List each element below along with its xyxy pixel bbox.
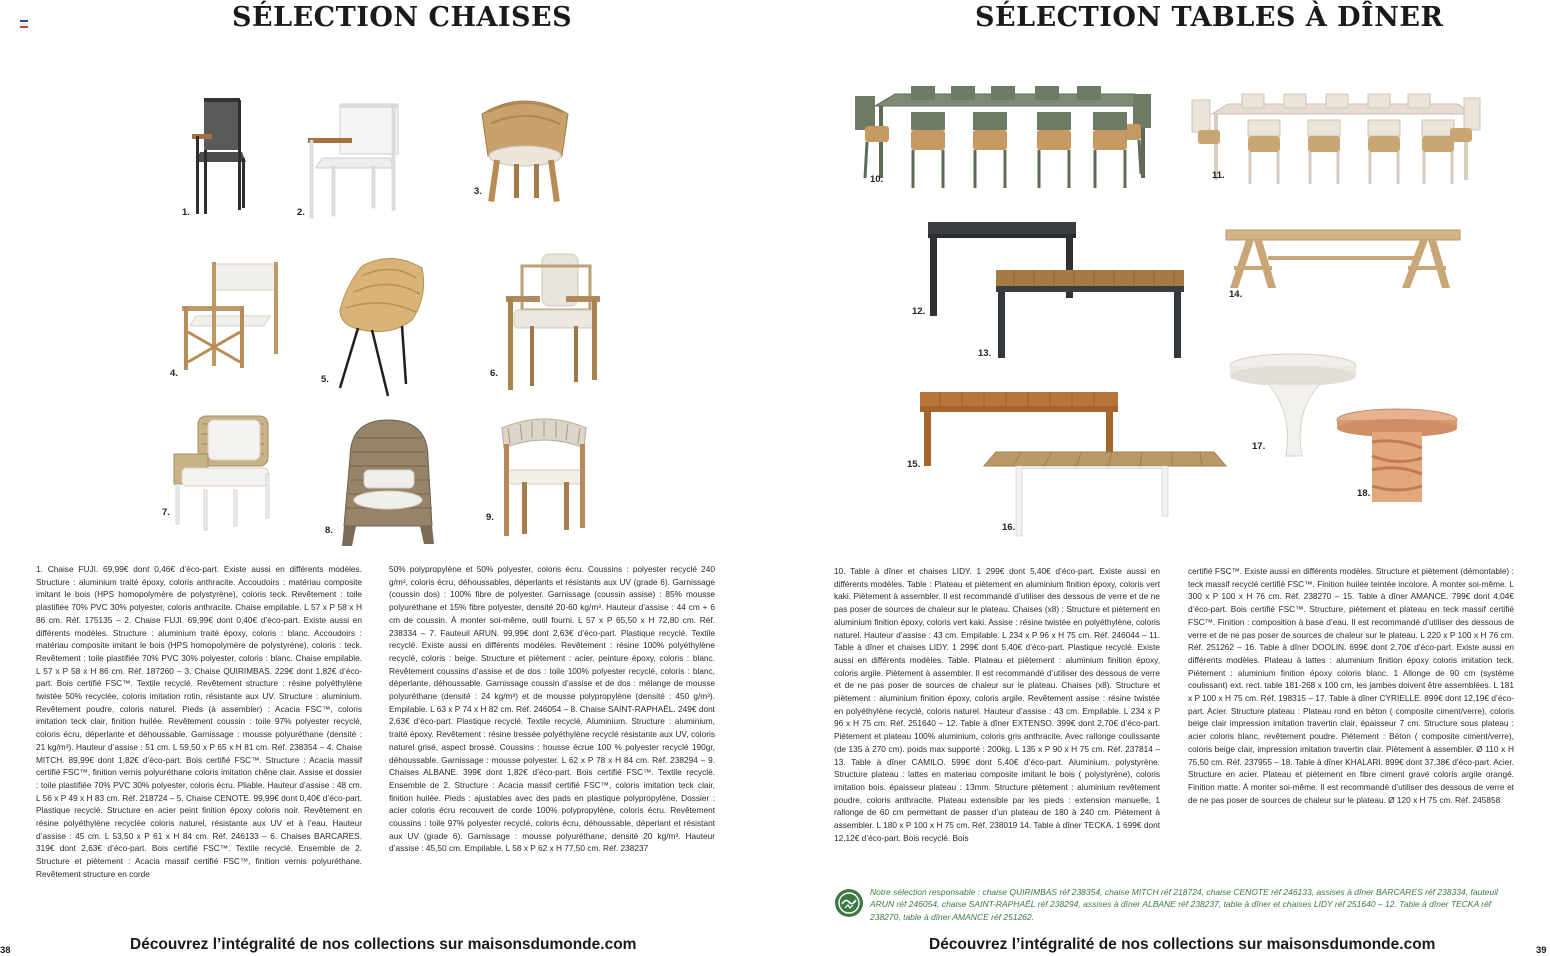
chair-saint-raphael-image	[336, 418, 440, 548]
figure-label-17: 17.	[1252, 441, 1266, 452]
eco-responsible-text: Notre sélection responsable : chaise QUIRIMBAS réf 238354, chaise MITCH réf 218724, chaise CENOTE réf 246133, assises à dîner BARCARES réf 238334, fauteuil ARUN réf 246054, chaise SAINT-RAPHAËL réf 238294, assises à dîner ALBANE réf 238237, table à dîner et chaises LIDY réf 251640 – 12. Table à dîner TECKA réf 238270, table à dîner AMANCE réf 251262.	[870, 887, 1498, 922]
figure-label-8: 8.	[325, 525, 333, 536]
armchair-arun-image	[172, 414, 274, 532]
tables-description-text-2: certifié FSC™. Existe aussi en différents modèles. Structure et piètement (démontable) : teck massif recyclé certifié FSC™. Finition huilée teintée incolore. À monter soi-même. L 300 x P 100 x H 76 cm. Réf. 238270 – 15. Table à dîner AMANCE. 799€ dont 4,04€ d’éco-part. Bois certifié FSC™. Structure, piètement et plateau en teck massif certifié FSC™. Finition : composition à base d’eau. Il est recommandé d’utiliser des dessous de verre et de ne pas poser de sources de chaleur sur le plateau. L 220 x P 100 x H 76 cm. Réf. 251262 – 16. Table à dîner DOOLIN. 699€ dont 2,70€ d’éco-part. Existe aussi en différents modèles. Plateau à lattes : aluminium finition époxy coloris imitation teck. Piètement : aluminium finition époxy coloris blanc. 1 Allonge de 90 cm (système coulissant) ext. rect. table 181-268 x 100 cm, les jambes doivent être assemblées. L 181 x P 100 x H 75 cm. Réf. 198315 – 17. Table à dîner CYRIELLE. 899€ dont 12,19€ d’éco-part. Acier. Structure plateau : Plateau rond en béton ( composite ciment/verre), coloris beige clair impression imitation travertin clair, épaisseur 7 cm. Structure sous plateau : acier coloris blanc, revêtement poudre. Piètement : Béton ( composite ciment/verre), coloris beige clair, impression imitation travertin clair. Piètement à assembler. Ø 110 x H 75,50 cm. Réf. 237955 – 18. Table à dîner KHALARI. 899€ dont 37,38€ d’éco-part. Acier. Structure en acier. Plateau et piètement en fibre ciment gravé coloris argile orangé. Finition matte. À monter soi-même. Il est recommandé d’utiliser des dessous de verre et de ne pas poser de sources de chaleur sur le plateau. Ø 120 x H 75 cm. Réf. 245858	[1188, 566, 1514, 805]
flag-icon	[20, 20, 28, 28]
figure-label-2: 2.	[297, 207, 305, 218]
table-lidy-kaki-set-image	[855, 86, 1155, 190]
tables-description-column-2	[1188, 565, 1514, 806]
figure-label-12: 12.	[912, 306, 926, 317]
figure-label-3: 3.	[474, 186, 482, 197]
chair-barcares-image	[500, 252, 604, 392]
page-title-chairs: SÉLECTION CHAISES	[232, 2, 573, 33]
chair-quirimbas-image	[476, 94, 574, 204]
figure-label-7: 7.	[162, 507, 170, 518]
chairs-description-text-2: 50% polypropylène et 50% polyester, coloris écru. Coussins : polyester recyclé 240 g/m², coloris écru, déhoussables, déperlants et résistants aux UV (grade 6). Garnissage (coussin dos) : 100% fibre de polyester. Garnissage (coussin assise) : 85% mousse polyuréthane et 15% fibre polyester, densité 20-60 kg/m³. Hauteur d’assise : 44 cm + 6 cm de coussin. À monter soi-même, outil fourni. L 57 x P 65,50 x H 72,80 cm. Réf. 238334 – 7. Fauteuil ARUN. 99,99€ dont 2,63€ d’éco-part. Plastique recyclé. Textile recyclé. Existe aussi en différents modèles. Revêtement : résine 100% polyéthylène recyclé, coloris : beige. Structure et piètement : acier, peinture époxy, coloris : blanc. Revêtement coussins d’assise et de dos : toile 100% polyester recyclé, coloris : blanc, déperlante, déhoussable. Garnissage coussin d’assise et de dos : mélange de mousse polyuréthane (densité : 24 kg/m³) et de mousse polypropylène (densité : 450 g/m³). Empilable. L 63 x P 74 x H 82 cm. Réf. 246054 – 8. Chaise SAINT-RAPHAËL. 249€ dont 2,63€ d’éco-part. Plastique recyclé. Textile recyclé. Aluminium. Structure : aluminium, traité époxy. Revêtement : résine tressée polyéthylène recyclé résistante aux UV, coloris naturel grisé, aspect brossé. Coussins : housse écrue 100 % polyester recyclé 190gr, déhoussable. Garnissage : mousse polyester. L 62 x P 78 x H 84 cm. Réf. 238294 – 9. Chaises ALBANE. 399€ dont 1,82€ d’éco-part. Bois certifié FSC™. Textile recyclé. Ensemble de 2. Structure : Acacia massif certifié FSC™, coloris imitation teck clair, finition huilée. Pieds : ajustables avec des pads en plastique polypropylène. Dossier : acier coloris écru recouvert de corde 100% polypropylène, coloris écru. Revêtement coussins : toile 97% polyester recyclé, coloris écru, déhoussable, déperlant et résistant aux UV (grade 6). Garnissage : mousse polyuréthane, densité 20 kg/m³. Hauteur d’assise : 45,50 cm. Empilable. L 58 x P 62 x H 77,50 cm. Réf. 238237	[389, 564, 715, 854]
figure-label-11: 11.	[1212, 170, 1225, 181]
figure-label-9: 9.	[486, 512, 494, 523]
figure-label-4: 4.	[170, 368, 178, 379]
eco-responsible-icon	[834, 888, 864, 918]
chair-fuji-white-image	[306, 102, 401, 220]
figure-label-1: 1.	[182, 207, 190, 218]
eco-responsible-note	[834, 886, 1524, 926]
tables-description-column-1	[834, 565, 1160, 844]
footer-link-right[interactable]: Découvrez l’intégralité de nos collections sur maisonsdumonde.com	[929, 936, 1436, 953]
table-doolin-image	[982, 450, 1228, 538]
figure-label-6: 6.	[490, 368, 498, 379]
chair-albane-image	[494, 414, 594, 538]
table-tecka-image	[1224, 228, 1462, 290]
figure-label-18: 18.	[1357, 488, 1371, 499]
figure-label-5: 5.	[321, 374, 329, 385]
chairs-description-text-1: 1. Chaise FUJI. 69,99€ dont 0,46€ d’éco-part. Existe aussi en différents modèles. Structure : aluminium traité époxy, coloris anthracite. Accoudoirs : matériau composite imitant le bois (HPS homopolymère de polystyrène), coloris teck. Revêtement : toile plastifiée 70% PVC 30% polyester, coloris anthracite. Chaise empilable. L 57 x P 58 x H 86 cm. Réf. 175135 – 2. Chaise FUJI. 69,99€ dont 0,40€ d’éco-part. Existe aussi en différents modèles. Structure : aluminium traité époxy, coloris : blanc. Accoudoirs : matériau composite imitant le bois (HPS homopolymère de polystyrène), coloris : teck. Revêtement : toile plastifiée 70% PVC 30% polyester, coloris : blanc. Chaise empilable. L 57 x P 58 x H 86 cm. Réf. 187260 – 3. Chaise QUIRIMBAS. 229€ dont 1,82€ d’éco-part. Bois certifié FSC™. Textile recyclé. Revêtement structure : résine polyéthylène twistée 50% recyclée, coloris imitation rotin, résistante aux UV. Structure : aluminium. Revêtement poudre, coloris naturel. Pieds (à assembler) : Acacia FSC™, coloris imitation teck clair, finition huilée. Revêtement coussin : toile 97% polyester recyclé, coloris écru, déperlante et déhoussable. Garnissage : mousse polyuréthane (densité : 21 kg/m³). Hauteur d’assise : 51 cm. L 59,50 x P 65 x H 81 cm. Réf. 238354 – 4. Chaise MITCH. 89,99€ dont 1,82€ d’éco-part. Bois certifié FSC™. Structure : Acacia massif certifié FSC™, finition vernis polyuréthane coloris imitation chêne clair. Assise et dossier : toile plastifiée 70% PVC 30% polyester, coloris écru. Pliable. Hauteur d’assise : 48 cm. L 56 x P 49 x H 83 cm. Réf. 218724 – 5. Chaise CENOTE. 99,99€ dont 0,40€ d’éco-part. Plastique recyclé. Structure en acier peint finition époxy coloris noir. Revêtement en résine polyéthylène recyclée coloris naturel, résistante aux UV et à l’eau. Hauteur d’assise : 45 cm. L 53,50 x P 61 x H 84 cm. Réf. 246133 – 6. Chaises BARCARES. 319€ dont 2,63€ d’éco-part. Bois certifié FSC™. Textile recyclé. Ensemble de 2. Structure et piètement : Acacia massif certifié FSC™, finition vernis polyuréthane. Revêtement structure en corde	[36, 564, 362, 879]
chair-fuji-anthracite-image	[190, 96, 248, 216]
chairs-description-column-2	[389, 563, 715, 855]
chair-mitch-image	[178, 262, 282, 370]
footer-link-left[interactable]: Découvrez l’intégralité de nos collections sur maisonsdumonde.com	[130, 936, 637, 953]
table-khalari-image	[1336, 408, 1458, 504]
table-camilo-image	[994, 270, 1186, 360]
figure-label-10: 10.	[870, 174, 884, 185]
figure-label-14: 14.	[1229, 289, 1243, 300]
page-title-tables: SÉLECTION TABLES À DÎNER	[975, 2, 1444, 33]
chairs-description-column-1	[36, 563, 362, 881]
table-lidy-argile-set-image	[1192, 94, 1482, 186]
chair-cenote-image	[332, 256, 432, 398]
page-number-left: 38	[0, 945, 11, 956]
figure-label-15: 15.	[907, 459, 921, 470]
page-number-right: 39	[1536, 945, 1547, 956]
figure-label-16: 16.	[1002, 522, 1016, 533]
figure-label-13: 13.	[978, 348, 992, 359]
tables-description-text-1: 10. Table à dîner et chaises LIDY. 1 299€ dont 5,40€ d’éco-part. Existe aussi en différents modèles. Table : Plateau et piètement en aluminium finition époxy, coloris vert kaki. Piètement à assembler. Il est recommandé d’utiliser des dessous de verre et de ne pas poser de sources de chaleur sur le plateau. Chaises (x8) : Structure et piètement en aluminium finition époxy, coloris vert kaki. Assise : résine twistée en polyéthylène, coloris naturel. Hauteur d’assise : 43 cm. Empilable. L 234 x P 96 x H 75 cm. Réf. 246044 – 11. Table à dîner et chaises LIDY. 1 299€ dont 5,40€ d’éco-part. Plastique recyclé. Existe aussi en différents modèles. Table. Plateau et piètement : aluminium finition époxy, coloris argile. Piètement à assembler. Il est recommandé d’utiliser des dessous de verre et de ne pas poser de sources de chaleur sur le plateau. Chaises (x8). Structure et piètement : aluminium finition époxy, coloris argile. Revêtement assise : résine twistée en polyéthylène recyclé, coloris naturel. Hauteur d’assise : 43 cm. Empilable. L 234 x P 96 x H 75 cm. Réf. 251640 – 12. Table à dîner EXTENSO. 399€ dont 2,70€ d’éco-part. Piètement et plateau 100% aluminium, coloris gris anthracite. Avec rallonge coulissante (de 135 à 270 cm). poids max supporté : 200kg. L 135 x P 90 x H 75 cm. Réf. 237814 – 13. Table à dîner CAMILO. 599€ dont 5,40€ d’éco-part. Aluminium. polystyrène. Structure plateau : lattes en materiau composite imitant le bois ( polystyrène), coloris imitation bois. épaisseur plateau : 13mm. Structure piètement : aluminium revêtement poudre, coloris anthracite. Plateau extensible par les pieds : extension manuelle, 1 rallonge de 60 cm permettant de passer d’un plateau de 180 à 240 cm. Piètement à assembler. L 180 x P 100 x H 75 cm. Réf. 238019 14. Table à dîner TECKA. 1 699€ dont 12,12€ d’éco-part. Bois recyclé. Bois	[834, 566, 1160, 843]
